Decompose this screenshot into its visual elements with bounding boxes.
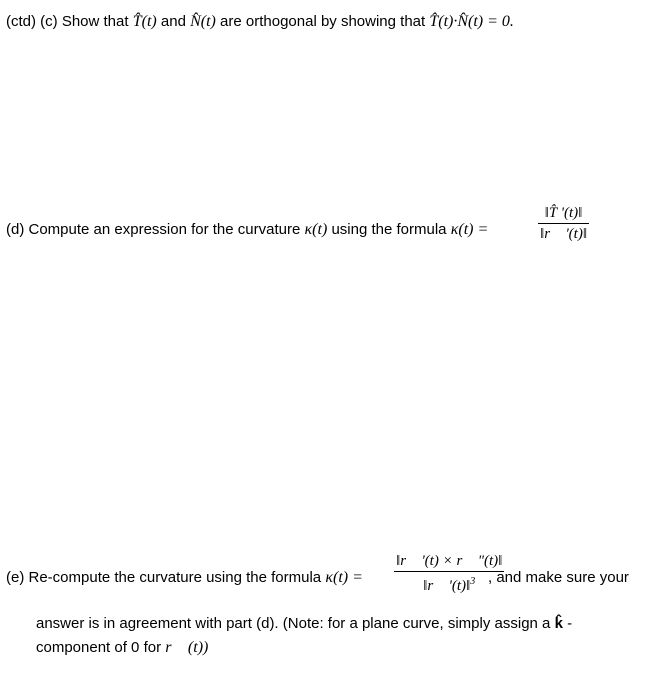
- kappa-expr: κ(t): [304, 221, 328, 238]
- part-e-line-2: [36, 614, 572, 634]
- part-d-formula-lhs: κ(t) =: [450, 221, 489, 238]
- part-e-denominator: ‖r⃗ '(t)‖: [423, 578, 471, 594]
- part-e-formula-lhs: κ(t) =: [325, 569, 363, 586]
- unit-tangent-expr: T̂(t): [132, 13, 157, 30]
- part-d-denominator: ‖r⃗ '(t)‖: [540, 226, 588, 242]
- part-c-line: [6, 12, 514, 32]
- part-c-and: and: [160, 13, 186, 30]
- dot-product-expr: T̂(t)·N̂(t) = 0.: [429, 13, 514, 30]
- part-d-text: (d) Compute an expression for the curvature: [6, 221, 301, 238]
- part-d-formula-text: using the formula: [331, 221, 447, 238]
- part-e-exponent: 3: [470, 576, 476, 587]
- part-e-line2-end: -: [567, 615, 573, 632]
- part-e-text: (e) Re-compute the curvature using the formula: [6, 569, 322, 586]
- part-e-after-text: , and make sure your: [488, 569, 629, 586]
- part-e-line: [6, 568, 363, 588]
- part-d-line: [6, 220, 488, 240]
- part-e-line3-text: component of 0 for: [36, 639, 162, 656]
- part-e-after: [488, 568, 629, 588]
- part-d-fraction: [538, 203, 589, 244]
- part-d-numerator: ‖T̂ '(t)‖: [544, 205, 583, 221]
- part-c-prefix: (ctd) (c) Show that: [6, 13, 129, 30]
- part-c-middle: are orthogonal by showing that: [220, 13, 426, 30]
- part-e-numerator: ‖r⃗ '(t) × r⃗ "(t)‖: [396, 553, 503, 569]
- unit-normal-expr: N̂(t): [190, 13, 216, 30]
- k-hat-symbol: k̂: [554, 615, 563, 632]
- part-e-line-3: [36, 638, 208, 658]
- position-vector-expr: r⃗ (t)): [165, 639, 209, 656]
- part-e-line2-text: answer is in agreement with part (d). (Note: for a plane curve, simply assign a: [36, 615, 551, 632]
